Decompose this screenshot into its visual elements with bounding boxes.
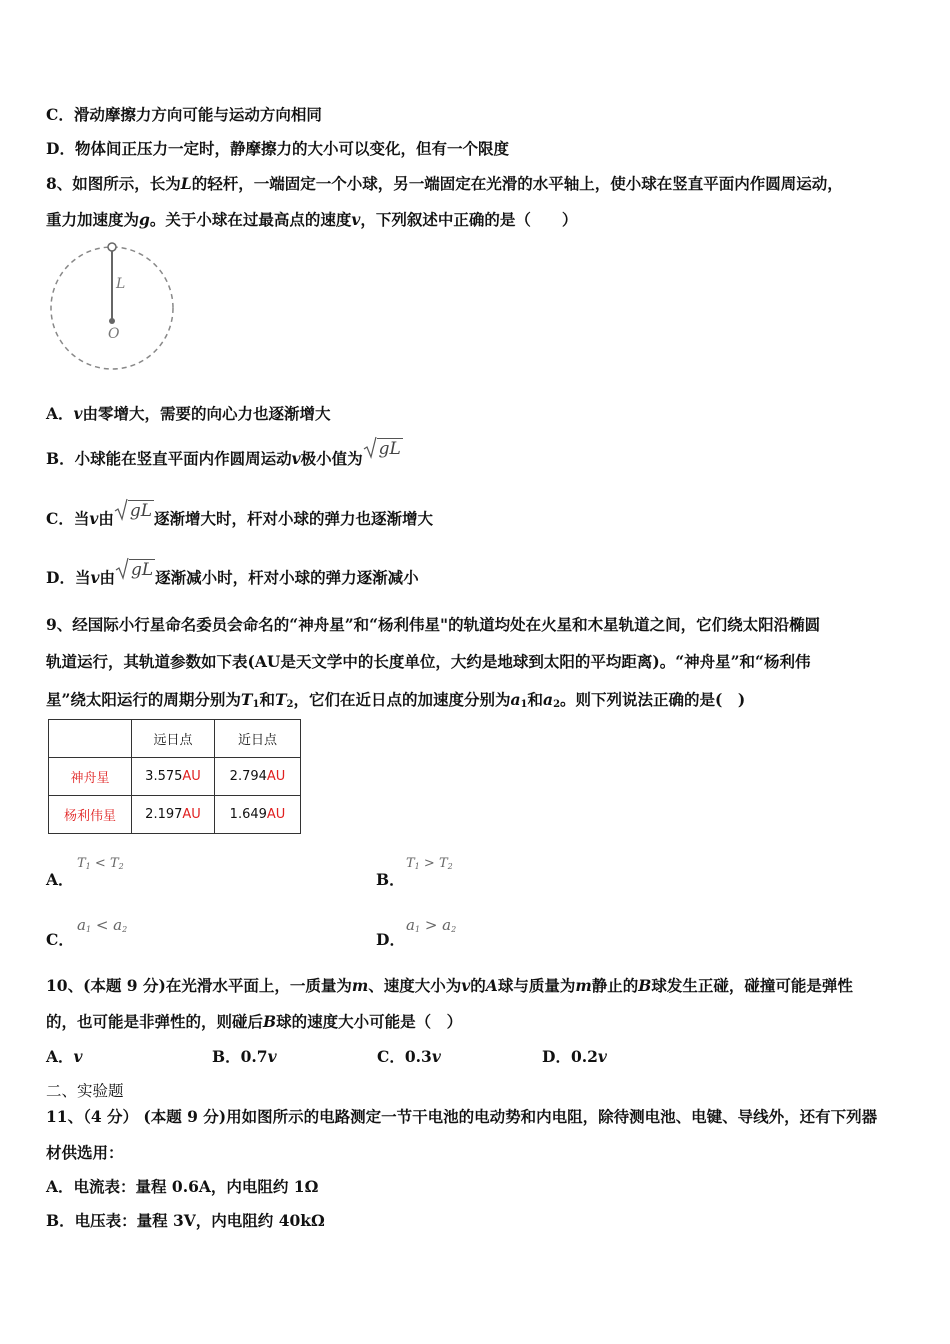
sqrt-gL: gL [114, 501, 154, 521]
table-header-cell: 远日点 [132, 720, 215, 758]
q10-stem-line2: 的，也可能是非弹性的，则碰后B球的速度大小可能是（ ） [46, 1012, 463, 1031]
q10-stem-line1: 10、(本题 9 分)在光滑水平面上，一质量为m、速度大小为v的A球与质量为m静止的B球发生正碰，碰撞可能是弹性 [46, 976, 853, 995]
q9-stem-line1: 9、经国际小行星命名委员会命名的“神舟星”和“杨利伟星"的轨道均处在火星和木星轨道之间，它们绕太阳沿椭圆 [46, 615, 821, 634]
q8-option-a: A．v由零增大，需要的向心力也逐渐增大 [46, 404, 331, 423]
q11-stem-line1: 11、（4 分） (本题 9 分)用如图所示的电路测定一节干电池的电动势和内电阻，除待测电池、电键、导线外，还有下列器 [46, 1107, 878, 1126]
table-cell: 1.649AU [215, 796, 301, 834]
label-L: L [116, 276, 126, 292]
q11-stem-line2: 材供选用： [46, 1143, 124, 1162]
q10-option-a: A．v [46, 1047, 83, 1066]
orbit-parameter-table [48, 719, 301, 834]
ball [108, 243, 116, 251]
q9-option-d-expr: $a_1 > a_2$ [406, 916, 457, 934]
q10-option-d: D．0.2v [542, 1047, 607, 1066]
q9-option-b-expr: $T_1 > T_2$ [406, 856, 453, 871]
q10-option-c: C．0.3v [377, 1047, 441, 1066]
q11-option-b: B．电压表：量程 3V，内电阻约 40kΩ [46, 1211, 325, 1230]
table-cell: 2.794AU [215, 758, 301, 796]
q9-option-a-expr: $T_1 < T_2$ [77, 856, 124, 871]
table-header-cell [49, 720, 132, 758]
q9-option-d-label: D． [376, 930, 405, 949]
table-cell: 3.575AU [132, 758, 215, 796]
axis-point [109, 318, 115, 324]
sqrt-gL: gL [363, 439, 403, 459]
q8-option-d: D．当v由 gL 逐渐减小时，杆对小球的弹力逐渐减小 [46, 560, 419, 587]
q9-stem-line3: 星”绕太阳运行的周期分别为$T_1$和$T_2$，它们在近日点的加速度分别为$a_1$和$a_2$。则下列说法正确的是( ) [46, 690, 746, 710]
section-title: 二、实验题 [46, 1082, 124, 1100]
q8-option-c: C．当v由 gL 逐渐增大时，杆对小球的弹力也逐渐增大 [46, 501, 434, 528]
table-header-cell: 近日点 [215, 720, 301, 758]
q9-option-a-label: A． [46, 870, 74, 889]
q8-stem-line1: 8、如图所示，长为L的轻杆，一端固定一个小球，另一端固定在光滑的水平轴上，使小球在竖直平面内作圆周运动， [46, 174, 843, 193]
table-cell: 2.197AU [132, 796, 215, 834]
table-header-row [49, 720, 301, 758]
table-row [49, 796, 301, 834]
q9-option-c-label: C． [46, 930, 74, 949]
table-cell: 神舟星 [49, 758, 132, 796]
table-row [49, 758, 301, 796]
table-cell: 杨利伟星 [49, 796, 132, 834]
q8-circle-figure [46, 240, 178, 374]
q8-stem-line2: 重力加速度为g。关于小球在过最高点的速度v，下列叙述中正确的是（ ） [46, 210, 578, 229]
q7-option-c: C．滑动摩擦力方向可能与运动方向相同 [46, 105, 322, 124]
q9-option-b-label: B． [376, 870, 405, 889]
label-O: O [108, 326, 120, 342]
q10-option-b: B．0.7v [212, 1047, 277, 1066]
q7-option-d: D．物体间正压力一定时，静摩擦力的大小可以变化，但有一个限度 [46, 139, 509, 158]
sqrt-gL: gL [115, 560, 155, 580]
q9-stem-line2: 轨道运行，其轨道参数如下表(AU是天文学中的长度单位，大约是地球到太阳的平均距离)。“神舟星”和“杨利伟 [46, 652, 811, 671]
q8-option-b: B．小球能在竖直平面内作圆周运动v极小值为 gL [46, 439, 401, 468]
q9-option-c-expr: $a_1 < a_2$ [77, 916, 128, 934]
q11-option-a: A．电流表：量程 0.6A，内电阻约 1Ω [46, 1177, 319, 1196]
